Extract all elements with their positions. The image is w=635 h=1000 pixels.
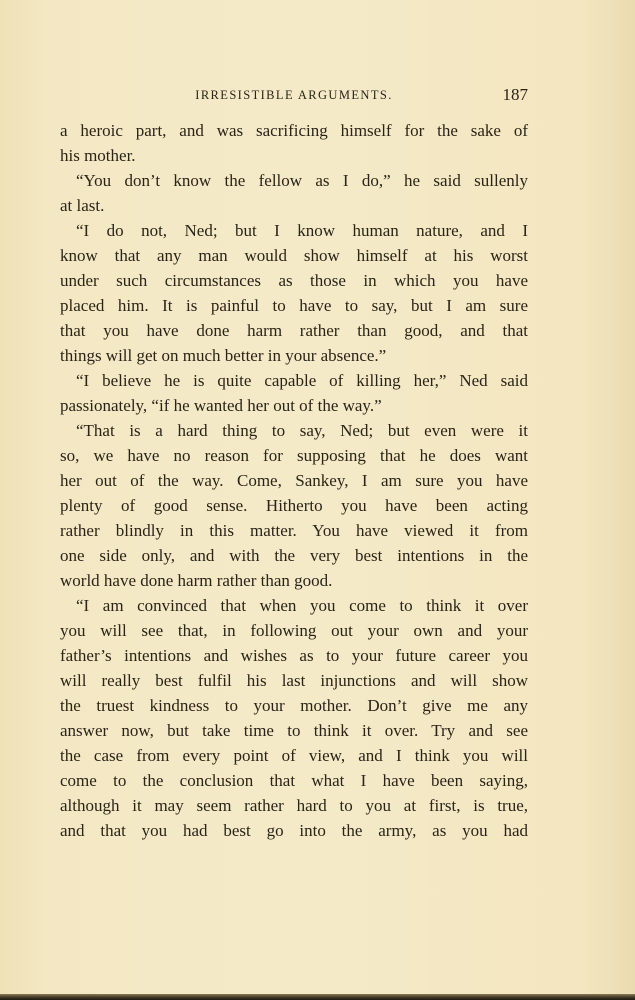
text-line: world have done harm rather than good. xyxy=(60,571,333,590)
text-line: “That is a hard thing to say, Ned; but even were it xyxy=(76,421,528,440)
text-line: the case from every point of view, and I think you will xyxy=(60,746,528,765)
text-line: plenty of good sense. Hitherto you have been acting xyxy=(60,496,528,515)
text-line: “I believe he is quite capable of killing her,” Ned said xyxy=(76,371,528,390)
text-line: so, we have no reason for supposing that he does want xyxy=(60,446,528,465)
text-line: placed him. It is painful to have to say, but I am sure xyxy=(60,296,528,315)
text-line: although it may seem rather hard to you at first, is true, xyxy=(60,796,528,815)
text-line: answer now, but take time to think it over. Try and see xyxy=(60,721,528,740)
text-line: father’s intentions and wishes as to your future career you xyxy=(60,646,528,665)
page-bottom-edge xyxy=(0,994,635,1000)
page-number: 187 xyxy=(502,85,528,104)
text-line: and that you had best go into the army, as you had xyxy=(60,821,528,840)
text-line: rather blindly in this matter. You have viewed it from xyxy=(60,521,528,540)
text-line: “I do not, Ned; but I know human nature, and I xyxy=(76,221,528,240)
text-line: “I am convinced that when you come to think it over xyxy=(76,596,528,615)
text-line: come to the conclusion that what I have been saying, xyxy=(60,771,528,790)
body-text xyxy=(60,118,528,843)
running-head xyxy=(60,86,528,108)
text-line: his mother. xyxy=(60,146,136,165)
text-line: you will see that, in following out your own and your xyxy=(60,621,528,640)
text-line: know that any man would show himself at his worst xyxy=(60,246,528,265)
text-line: a heroic part, and was sacrificing himself for the sake of xyxy=(60,121,528,140)
text-line: will really best fulfil his last injunctions and will show xyxy=(60,671,528,690)
text-line: under such circumstances as those in which you have xyxy=(60,271,528,290)
text-line: “You don’t know the fellow as I do,” he said sullenly xyxy=(76,171,528,190)
text-line: things will get on much better in your absence.” xyxy=(60,346,387,365)
text-line: that you have done harm rather than good, and that xyxy=(60,321,528,340)
text-line: one side only, and with the very best intentions in the xyxy=(60,546,528,565)
running-title: IRRESISTIBLE ARGUMENTS. xyxy=(195,88,393,102)
text-line: the truest kindness to your mother. Don’t give me any xyxy=(60,696,528,715)
text-line: her out of the way. Come, Sankey, I am sure you have xyxy=(60,471,528,490)
text-line: at last. xyxy=(60,196,105,215)
text-line: passionately, “if he wanted her out of the way.” xyxy=(60,396,382,415)
